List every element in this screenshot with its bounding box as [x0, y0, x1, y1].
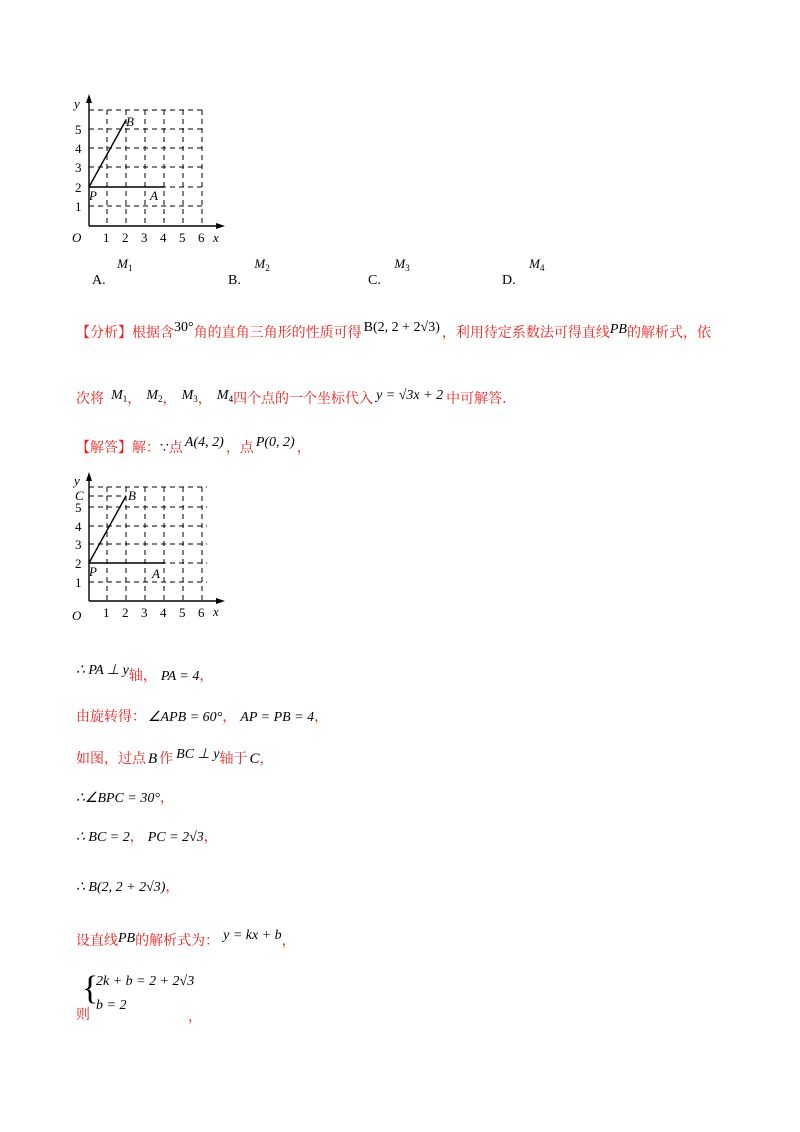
step-4: [76, 787, 174, 807]
step-4-end: ，: [159, 790, 174, 806]
analysis-text-4: 的解析式，依: [626, 325, 711, 341]
origin-label-2: O: [72, 608, 82, 623]
because-symbol: ∵: [160, 441, 169, 456]
step-5-comma: ，: [129, 829, 144, 845]
answer-text-2: 点: [168, 440, 183, 456]
y-tick-3-2: 3: [75, 537, 82, 552]
x-tick-6-2: 6: [198, 605, 205, 620]
point-c-label: C: [75, 488, 84, 503]
analysis-m1: M: [111, 388, 123, 403]
analysis-m1-sub: 1: [122, 394, 128, 404]
analysis-line2-a: 次将: [76, 391, 104, 407]
step-2-comma: ，: [222, 709, 237, 725]
y-tick-5-2: 5: [75, 500, 82, 515]
x-tick-4-2: 4: [160, 605, 167, 620]
x-tick-2-2: 2: [122, 605, 129, 620]
step-2-red: 由旋转得：: [76, 709, 146, 725]
y-tick-3: 3: [75, 160, 82, 175]
step-7-pb: PB: [118, 931, 136, 946]
answer-text-1: 解：: [132, 440, 160, 456]
point-p-label: P: [89, 188, 97, 203]
step-3-c: C: [249, 751, 260, 767]
step-2-end: ，: [314, 709, 329, 725]
analysis-equation: y = √3x + 2: [376, 388, 444, 403]
x-tick-4: 4: [160, 230, 167, 245]
step-3-red-2: 作: [159, 751, 174, 767]
analysis-b-coord: B(2, 2 + 2√3): [363, 320, 440, 335]
option-c[interactable]: [368, 256, 410, 288]
point-a-label-2: A: [152, 566, 160, 581]
analysis-m4: M: [216, 388, 229, 403]
step-4-math: ∴∠BPC = 30°: [76, 791, 160, 806]
step-6-end: ，: [165, 879, 180, 895]
analysis-m2-sub: 2: [158, 394, 163, 404]
x-tick-6: 6: [198, 230, 205, 245]
option-d-sub: 4: [539, 263, 545, 273]
step-8-eq-2: b = 2: [96, 998, 127, 1013]
analysis-line-1: [76, 322, 711, 342]
analysis-line2-b: 四个点的一个坐标代入: [233, 391, 374, 407]
y-tick-4: 4: [75, 141, 82, 156]
x-tick-1-2: 1: [103, 605, 110, 620]
x-tick-1: 1: [103, 230, 110, 245]
step-1-math-2: PA = 4: [160, 669, 200, 684]
equation-system-brace: {: [82, 970, 99, 1007]
option-c-letter: C.: [368, 273, 381, 288]
answer-text-3: ，点: [225, 440, 254, 456]
x-tick-3: 3: [141, 230, 148, 245]
option-b-m: M: [254, 256, 266, 271]
option-b-letter: B.: [228, 273, 241, 288]
y-tick-1-2: 1: [75, 575, 82, 590]
x-tick-3-2: 3: [141, 605, 148, 620]
option-d-m: M: [529, 256, 540, 271]
option-a-letter: A.: [92, 273, 106, 288]
step-5-end: ，: [203, 829, 218, 845]
analysis-m4-sub: 4: [228, 394, 234, 404]
analysis-tag: 【分析】: [76, 325, 132, 341]
option-a-m: M: [117, 256, 128, 271]
option-a-sub: 1: [127, 263, 133, 273]
step-1-end: ，: [199, 668, 214, 684]
step-7-red: 设直线: [76, 933, 118, 949]
step-3: [76, 748, 274, 768]
step-2-math-2: AP = PB = 4: [240, 710, 315, 725]
analysis-m3: M: [181, 388, 194, 403]
step-6: [76, 876, 179, 896]
x-axis-label-2: x: [213, 604, 219, 619]
x-tick-2: 2: [122, 230, 129, 245]
step-1-red: 轴，: [128, 668, 157, 684]
answer-a-coord: A(4, 2): [184, 435, 224, 450]
step-7-end: ，: [281, 933, 296, 949]
step-6-math: ∴ B(2, 2 + 2√3): [76, 880, 166, 895]
analysis-pb: PB: [609, 322, 627, 337]
y-tick-5: 5: [75, 122, 82, 137]
coordinate-graph-1: [60, 90, 240, 250]
y-axis-label: y: [74, 96, 80, 111]
analysis-m2: M: [146, 388, 159, 403]
step-5-math: ∴ BC = 2: [76, 830, 130, 845]
analysis-degree: 30°: [174, 320, 194, 335]
option-a[interactable]: [92, 256, 133, 288]
step-3-red-1: 如图，过点: [76, 751, 146, 767]
step-8-eq-1: 2k + b = 2 + 2√3: [96, 974, 195, 989]
option-c-sub: 3: [405, 263, 410, 273]
coordinate-graph-2: [60, 468, 240, 628]
analysis-text-1: 根据含: [132, 325, 174, 341]
option-b[interactable]: [228, 256, 270, 288]
point-p-label-2: P: [89, 564, 97, 579]
answer-p-coord: P(0, 2): [255, 435, 295, 450]
analysis-text-2: 角的直角三角形的性质可得: [193, 325, 362, 341]
step-1: [76, 665, 213, 685]
step-8-red: 则: [76, 1007, 90, 1023]
step-2: [76, 706, 328, 726]
point-b-label: B: [126, 114, 134, 129]
x-axis-label: x: [213, 230, 219, 245]
answer-tag: 【解答】: [76, 440, 132, 456]
option-d-letter: D.: [502, 273, 516, 288]
option-d[interactable]: [502, 256, 545, 288]
x-tick-5: 5: [179, 230, 186, 245]
y-tick-2-2: 2: [75, 556, 82, 571]
analysis-line-2: 次将 $M_1$， $M_2$， $M_3$， $M_4$四个点的一个坐标代入 y = √3x + 2 中可解答.: [76, 388, 507, 407]
analysis-m3-sub: 3: [193, 394, 198, 404]
step-3-end: ，: [259, 751, 274, 767]
answer-text-4: ，: [296, 440, 311, 456]
answer-line: [76, 437, 311, 457]
y-tick-4-2: 4: [75, 519, 82, 534]
analysis-line2-c: 中可解答.: [446, 391, 507, 407]
step-3-b: B: [148, 751, 158, 767]
y-axis-label-2: y: [74, 473, 80, 488]
step-7: [76, 930, 296, 950]
x-tick-5-2: 5: [179, 605, 186, 620]
point-b-label-2: B: [128, 488, 136, 503]
step-2-math: ∠APB = 60°: [148, 710, 223, 725]
step-5: [76, 826, 218, 846]
step-7-red-2: 的解析式为：: [135, 933, 220, 949]
step-1-math: ∴ PA ⊥ y: [76, 663, 129, 678]
analysis-text-3: ，利用待定系数法可得直线: [441, 325, 610, 341]
origin-label: O: [72, 230, 82, 245]
point-a-label: A: [150, 188, 158, 203]
step-7-math: y = kx + b: [223, 928, 282, 943]
step-3-math: BC ⊥ y: [176, 747, 220, 762]
step-8-end: ，: [188, 1009, 202, 1025]
step-5-math-2: PC = 2√3: [147, 830, 204, 845]
option-c-m: M: [394, 256, 406, 271]
y-tick-2: 2: [75, 180, 82, 195]
option-b-sub: 2: [265, 263, 270, 273]
step-3-red-3: 轴于: [219, 751, 248, 767]
y-tick-1: 1: [75, 199, 82, 214]
